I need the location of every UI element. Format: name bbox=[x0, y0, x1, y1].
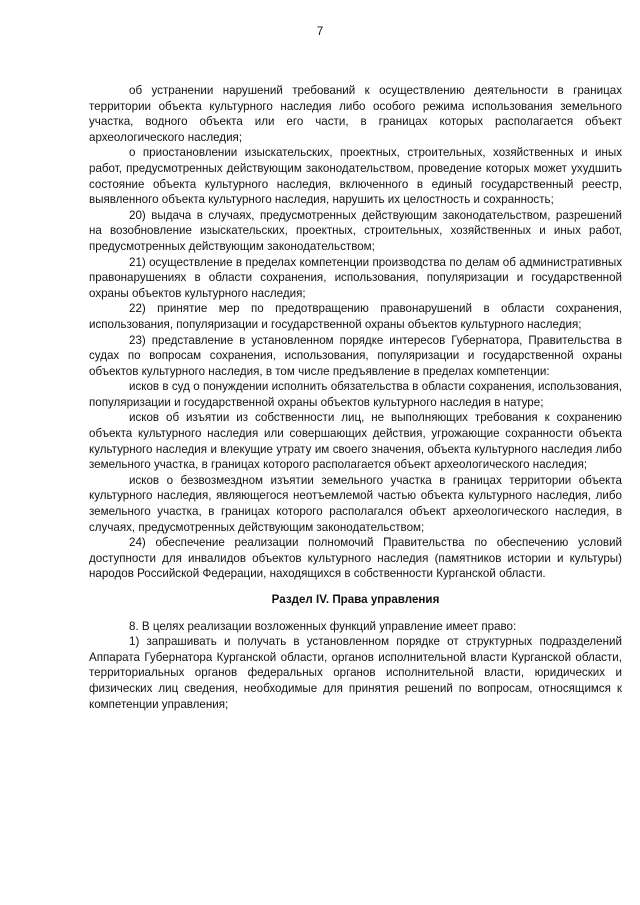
paragraph: 22) принятие мер по предотвращению правонарушений в области сохранения, использования, популяризации и государственной охраны объектов культурного наследия; bbox=[89, 302, 622, 331]
paragraph: 21) осуществление в пределах компетенции производства по делам об административных правонарушениях в области сохранения, использования, популяризации и государственной охраны объектов культурного наследия; bbox=[89, 255, 622, 300]
section-heading: Раздел IV. Права управления bbox=[271, 593, 440, 606]
paragraph: об устранении нарушений требований к осуществлению деятельности в границах территории объекта культурного наследия либо особого режима использования земельного участка, водного объекта или его части, в границах которых располагается объект археологического наследия; bbox=[89, 84, 622, 144]
paragraph: исков о безвозмездном изъятии земельного участка в границах территории объекта культурного наследия, являющегося неотъемлемой частью объекта культурного наследия, либо земельного участка, в границах которого располагался объект археологического наследия, в случаях, предусмотренных действующим законодательством; bbox=[89, 473, 622, 534]
paragraph: 20) выдача в случаях, предусмотренных действующим законодательством, разрешений на возобновление изыскательских, проектных, строительных, хозяйственных и иных работ, предусмотренных действующим законодательством; bbox=[89, 208, 622, 253]
paragraph: 8. В целях реализации возложенных функций управление имеет право: bbox=[129, 619, 517, 633]
paragraph: исков в суд о понуждении исполнить обязательства в области сохранения, использования, популяризации и государственной охраны объектов культурного наследия в натуре; bbox=[89, 380, 622, 409]
document-body bbox=[89, 83, 622, 712]
paragraph: 1) запрашивать и получать в установленном порядке от структурных подразделений Аппарата Губернатора Курганской области, органов исполнительной власти Курганской области, территориальных органов федеральных органов исполнительной власти, юридических и физических лиц сведения, необходимые для принятия решений по вопросам, относящимся к компетенции управления; bbox=[89, 635, 622, 711]
paragraph: о приостановлении изыскательских, проектных, строительных, хозяйственных и иных работ, предусмотренных действующим законодательством, проведение которых может ухудшить состояние объекта культурного наследия, включенного в единый государственный реестр, выявленного объекта культурного наследия, нарушить их целостность и сохранность; bbox=[89, 146, 622, 207]
paragraph: 23) представление в установленном порядке интересов Губернатора, Правительства в судах по вопросам сохранения, использования, популяризации и государственной охраны объектов культурного наследия, в том числе предъявление в пределах компетенции: bbox=[89, 333, 622, 378]
paragraph: 24) обеспечение реализации полномочий Правительства по обеспечению условий доступности для инвалидов объектов культурного наследия (памятников истории и культуры) народов Российской Федерации, находящихся в собственности Курганской области. bbox=[89, 536, 622, 581]
paragraph: исков об изъятии из собственности лиц, не выполняющих требования к сохранению объекта культурного наследия или совершающих действия, угрожающие сохранности объекта культурного наследия и влекущие утрату им своего значения, объекта культурного наследия либо земельного участка, в границах которого располагается объект археологического наследия; bbox=[89, 411, 622, 472]
page-number: 7 bbox=[316, 25, 324, 38]
